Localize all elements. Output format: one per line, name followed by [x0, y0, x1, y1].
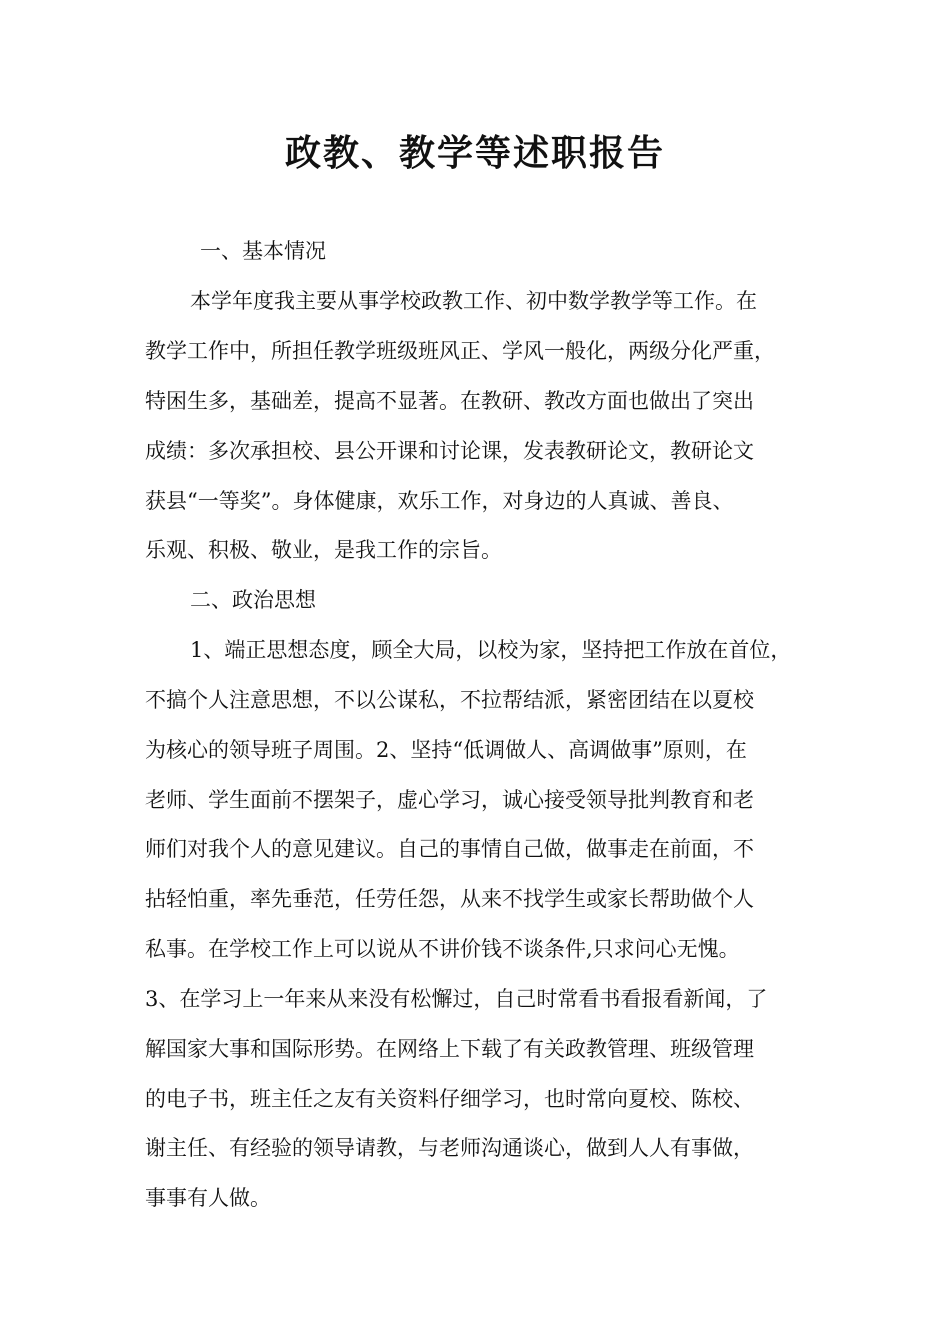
paragraph-line: 教学工作中，所担任教学班级班风正、学风一般化，两级分化严重，: [145, 339, 775, 363]
paragraph-line: 1、端正思想态度，顾全大局，以校为家，坚持把工作放在首位，: [190, 638, 792, 662]
paragraph-line: 的电子书，班主任之友有关资料仔细学习，也时常向夏校、陈校、: [145, 1087, 754, 1111]
paragraph-line: 成绩：多次承担校、县公开课和讨论课，发表教研论文，教研论文: [145, 439, 754, 463]
paragraph-line: 谢主任、有经验的领导请教，与老师沟通谈心，做到人人有事做，: [145, 1136, 754, 1160]
paragraph-line: 乐观、积极、敬业，是我工作的宗旨。: [145, 538, 502, 562]
paragraph-line: 获县“一等奖”。身体健康，欢乐工作，对身边的人真诚、善良、: [145, 489, 734, 513]
section-heading-political-thought: 二、政治思想: [190, 588, 316, 612]
paragraph-line: 解国家大事和国际形势。在网络上下载了有关政教管理、班级管理: [145, 1037, 754, 1061]
paragraph-line: 为核心的领导班子周围。2、坚持“低调做人、高调做事”原则，在: [145, 738, 747, 762]
paragraph-line: 师们对我个人的意见建议。自己的事情自己做，做事走在前面，不: [145, 837, 754, 861]
paragraph-line: 事事有人做。: [145, 1186, 271, 1210]
paragraph-line: 特困生多，基础差，提高不显著。在教研、教改方面也做出了突出: [145, 389, 754, 413]
paragraph-line: 本学年度我主要从事学校政教工作、初中数学教学等工作。在: [190, 289, 757, 313]
paragraph-line: 拈轻怕重，率先垂范，任劳任怨，从来不找学生或家长帮助做个人: [145, 887, 754, 911]
section-heading-basic-info: 一、基本情况: [200, 239, 326, 263]
paragraph-line: 老师、学生面前不摆架子，虚心学习，诚心接受领导批判教育和老: [145, 788, 754, 812]
paragraph-line: 私事。在学校工作上可以说从不讲价钱不谈条件,只求问心无愧。: [145, 937, 740, 961]
paragraph-line: 不搞个人注意思想，不以公谋私，不拉帮结派，紧密团结在以夏校: [145, 688, 754, 712]
paragraph-line: 3、在学习上一年来从来没有松懈过，自己时常看书看报看新闻，了: [145, 987, 768, 1011]
document-title: 政教、教学等述职报告: [284, 132, 665, 174]
